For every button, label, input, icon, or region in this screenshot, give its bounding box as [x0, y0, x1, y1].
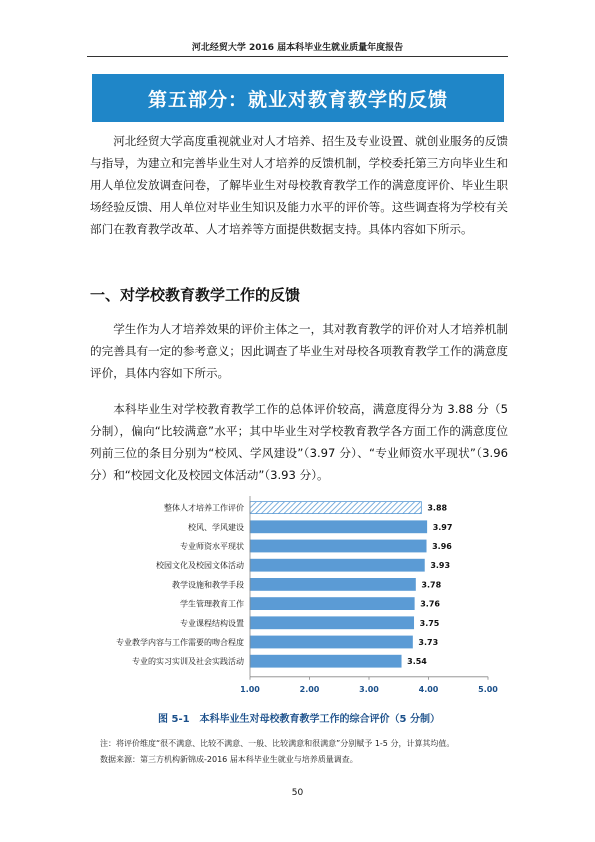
paragraph-2: 学生作为人才培养效果的评价主体之一，其对教育教学的评价对人才培养机制的完善具有一定的参考意义；因此调查了毕业生对母校各项教育教学工作的满意度评价，具体内容如下所示。: [90, 322, 508, 380]
figure-caption: 图 5-1 本科毕业生对母校教育教学工作的综合评价（5 分制）: [158, 714, 440, 725]
banner-title: 第五部分：就业对教育教学的反馈: [147, 88, 448, 111]
data-label: 3.73: [418, 638, 439, 647]
paragraph-3: 本科毕业生对学校教育教学工作的总体评价较高，满意度得分为 3.88 分（5 分制），偏向“比较满意”水平；其中毕业生对学校教育教学各方面工作的满意度位列前三位的条目分别为“校风、学风建设”（3.97 分）、“专业师资水平现状”（3.96 分）和“校园文化及校园文体活动”（3.93 分）。: [90, 402, 508, 482]
category-label: 校风、学风建设: [188, 522, 244, 532]
data-label: 3.54: [407, 657, 427, 667]
category-label: 专业教学内容与工作需要的吻合程度: [116, 638, 244, 647]
section-heading: 一、对学校教育教学工作的反馈: [90, 286, 301, 304]
data-label: 3.93: [430, 561, 451, 571]
x-tick-label: 4.00: [418, 684, 439, 694]
chart-bar: [250, 521, 427, 533]
data-source: 数据来源：第三方机构新锦成-2016 届本科毕业生就业与培养质量调查。: [100, 755, 358, 764]
data-label: 3.96: [432, 542, 452, 551]
chart-bar: [250, 540, 426, 552]
data-label: 3.88: [427, 503, 448, 513]
satisfaction-bar-chart: [90, 492, 508, 702]
x-tick-label: 5.00: [478, 684, 498, 694]
page-number: 50: [291, 788, 304, 798]
chart-bar: [250, 559, 424, 571]
data-label: 3.78: [421, 580, 442, 590]
category-label: 校园文化及校园文体活动: [156, 561, 244, 571]
data-label: 3.76: [420, 599, 440, 609]
chart-bar: [250, 655, 401, 667]
category-label: 专业的实习实训及社会实践活动: [132, 657, 244, 667]
chart-bar: [250, 598, 414, 610]
page-header: 河北经贸大学 2016 届本科毕业生就业质量年度报告: [191, 43, 404, 53]
header-rule: [87, 56, 508, 57]
category-label: 专业师资水平现状: [180, 542, 244, 551]
category-label: 学生管理教育工作: [180, 599, 244, 609]
data-label: 3.75: [419, 618, 440, 628]
chart-bar: [250, 502, 421, 514]
x-tick-label: 1.00: [240, 684, 260, 694]
chart-bar: [250, 636, 412, 648]
category-label: 教学设施和教学手段: [172, 580, 244, 590]
figure-note: 注：将评价维度“很不满意、比较不满意、一般、比较满意和很满意”分别赋予 1-5 分，计算其均值。: [100, 739, 455, 748]
section-banner: [92, 74, 504, 122]
chart-bar: [250, 617, 414, 629]
chart-bar: [250, 578, 415, 590]
category-label: 专业课程结构设置: [180, 618, 244, 628]
x-tick-label: 3.00: [359, 684, 379, 694]
intro-paragraph: 河北经贸大学高度重视就业对人才培养、招生及专业设置、就创业服务的反馈与指导，为建立和完善毕业生对人才培养的反馈机制，学校委托第三方向毕业生和用人单位发放调查问卷，了解毕业生对母校教育教学工作的满意度评价、毕业生职场经验反馈、用人单位对毕业生知识及能力水平的评价等。这些调查将为学校有关部门在教育教学改革、人才培养等方面提供数据支持。具体内容如下所示。: [90, 134, 508, 236]
data-label: 3.97: [432, 522, 453, 532]
x-tick-label: 2.00: [299, 684, 320, 694]
category-label: 整体人才培养工作评价: [164, 503, 244, 513]
